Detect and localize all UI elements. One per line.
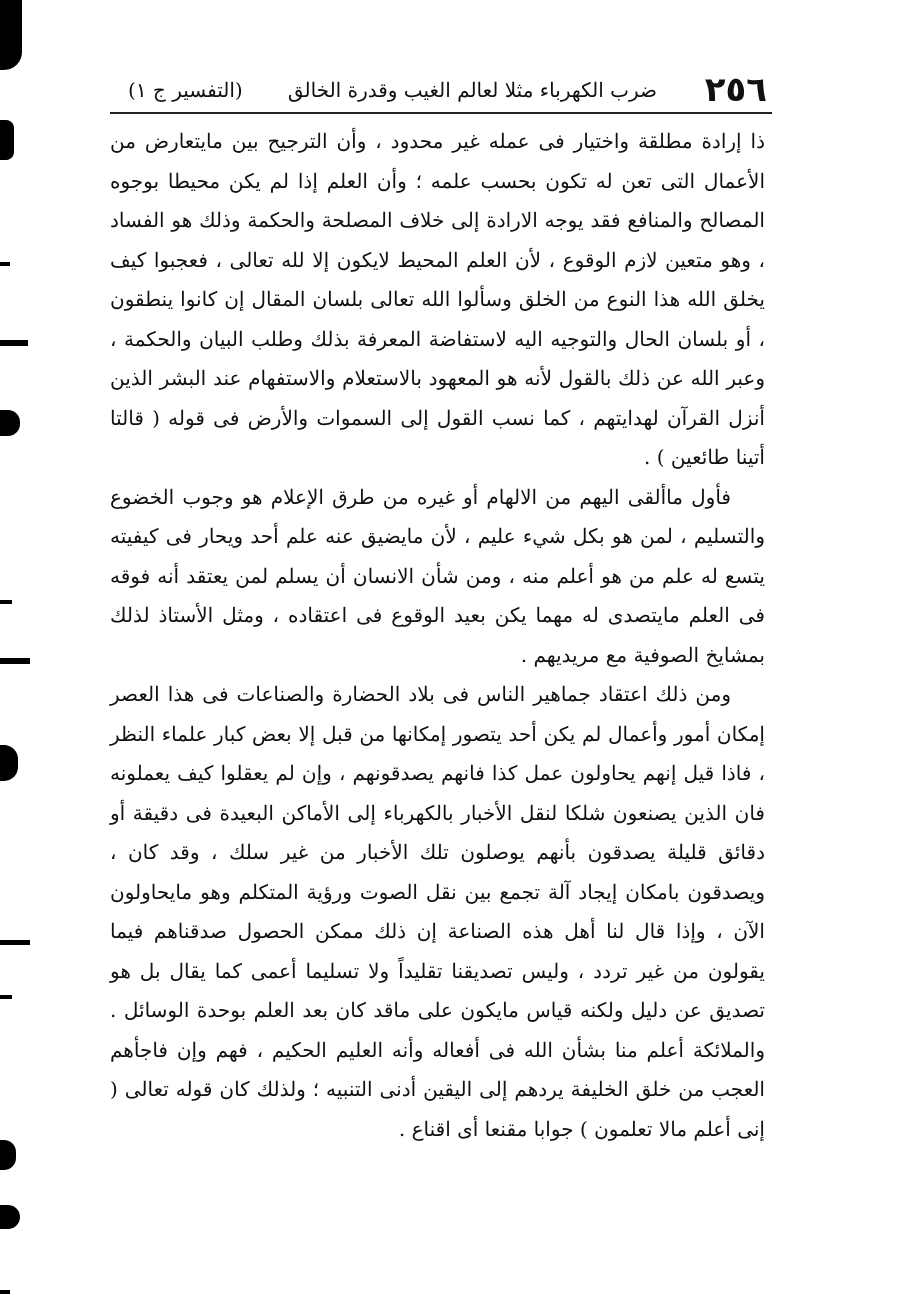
scan-edge-blot-top (0, 0, 22, 70)
page-body (110, 122, 765, 1149)
scan-edge-blot (0, 1205, 20, 1229)
paragraph-2: فأول ماألقى اليهم من الالهام أو غيره من طرق الإعلام هو وجوب الخضوع والتسليم ، لمن هو بكل شيء عليم ، لأن مايضيق عنه علم أحد ويحار فى كيفيته يتسع له علم من هو أعلم منه ، ومن شأن الانسان أن يسلم لمن يعتقد أنه فوقه فى العلم مايتصدى له مهما يكن بعيد الوقوع فى اعتقاده ، ومثل الأستاذ لذلك بمشايخ الصوفية مع مريديهم . (110, 484, 765, 667)
header-rule (110, 112, 772, 114)
scan-edge-tick (0, 340, 28, 346)
scan-edge-tick (0, 940, 30, 945)
scan-edge-tick (0, 262, 10, 266)
scan-edge-tick (0, 1290, 10, 1294)
scan-edge-blot (0, 1140, 16, 1170)
scan-edge-tick (0, 995, 12, 999)
page-number: ٢٥٦ (704, 70, 767, 110)
scan-edge-tick (0, 600, 12, 604)
running-title: ضرب الكهرباء مثلا لعالم الغيب وقدرة الخالق (287, 78, 657, 102)
paragraph-1: ذا إرادة مطلقة واختيار فى عمله غير محدود ، وأن الترجيح بين مايتعارض من الأعمال التى تعن له تكون بحسب علمه ؛ وأن العلم إذا لم يكن محيطا بوجوه المصالح والمنافع فقد يوجه الارادة إلى خلاف المصلحة والحكمة وذلك هو الفساد ، وهو متعين لازم الوقوع ، لأن العلم المحيط لايكون إلا لله تعالى ، فعجبوا كيف يخلق الله هذا النوع من الخلق وسألوا الله تعالى بلسان المقال إن كانوا ينطقون ، أو بلسان الحال والتوجيه اليه لاستفاضة المعرفة بذلك وطلب البيان والحكمة ، وعبر الله عن ذلك بالقول لأنه هو المعهود بالاستعلام والاستفهام عند البشر الذين أنزل القرآن لهدايتهم ، كما نسب القول إلى السموات والأرض فى قوله ( قالتا أتينا طائعين ) . (110, 129, 765, 469)
scan-edge-blot (0, 410, 20, 436)
paragraph-3: ومن ذلك اعتقاد جماهير الناس فى بلاد الحضارة والصناعات فى هذا العصر إمكان أمور وأعمال لم يكن أحد يتصور إمكانها من قبل إلا بعض كبار علماء النظر ، فاذا قيل إنهم يحاولون عمل كذا فانهم يصدقونهم ، وإن لم يعقلوا كيف يعملونه فان الذين يصنعون شلكا لنقل الأخبار بالكهرباء إلى الأماكن البعيدة فى دقيقة أو دقائق قليلة يصدقون بأنهم يوصلون تلك الأخبار من غير سلك ، وقد كان ، ويصدقون بامكان إيجاد آلة تجمع بين نقل الصوت ورؤية المتكلم وهو مايحاولون الآن ، وإذا قال لنا أهل هذه الصناعة إن ذلك ممكن الحصول صدقناهم فيما يقولون من غير تردد ، وليس تصديقنا تقليداً ولا تسليما أعمى كما يقال بل هو تصديق عن دليل ولكنه قياس مايكون على ماقد كان بعد العلم بوحدة الوسائل . والملائكة أعلم منا بشأن الله فى أفعاله وأنه العليم الحكيم ، فهم وإن فاجأهم العجب من خلق الخليفة يردهم إلى اليقين أدنى التنبيه ؛ ولذلك كان قوله تعالى ( إنى أعلم مالا تعلمون ) جوابا مقنعا أى اقناع . (110, 682, 765, 1141)
scan-edge-tick (0, 658, 30, 664)
book-reference: (التفسير ج ١) (128, 78, 243, 102)
page-header (120, 62, 767, 112)
scan-edge-blot-upper (0, 120, 14, 160)
scan-edge-blot (0, 745, 18, 781)
